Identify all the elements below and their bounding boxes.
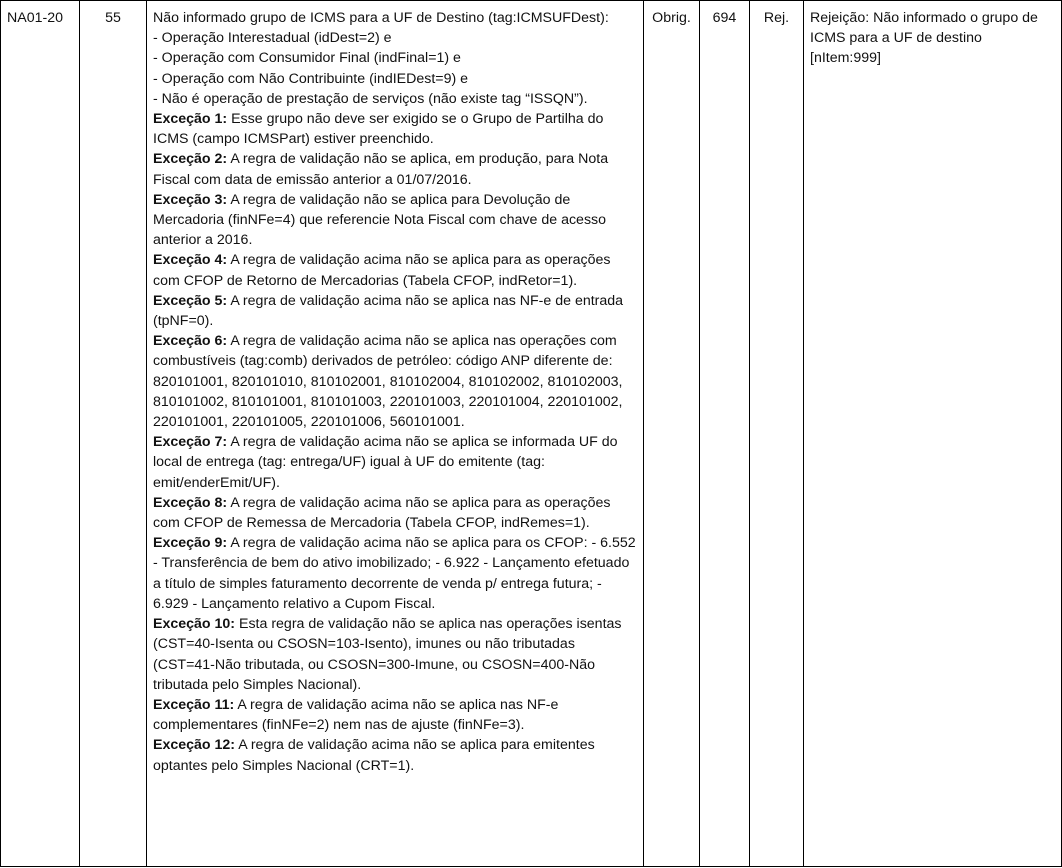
- exception-label: Exceção 6:: [153, 333, 228, 350]
- rejection-message: Rejeição: Não informado o grupo de ICMS para a UF de destino [nItem:999]: [810, 10, 1038, 67]
- exception-item: [153, 190, 637, 251]
- exception-text: A regra de validação acima não se aplica nas operações com combustíveis (tag:comb) derivados de petróleo: código ANP diferente de: 820101001, 820101010, 810102001, 810102004, 810102002, 810102003, 810101002, 810101001, 810101003, 220101003, 220101004, 220101002, 220101001, 220101005, 220101006, 560101001.: [153, 333, 623, 431]
- exception-label: Exceção 5:: [153, 292, 228, 309]
- obligation-cell: [644, 1, 700, 867]
- exception-label: Exceção 3:: [153, 191, 228, 208]
- field-id-cell: [1, 1, 80, 867]
- table-row: [1, 1, 1062, 867]
- code-cell: [700, 1, 750, 867]
- exception-text: A regra de validação acima não se aplica para as operações com CFOP de Retorno de Mercadorias (Tabela CFOP, indRetor=1).: [153, 252, 611, 289]
- intro-line: - Operação Interestadual (idDest=2) e: [153, 30, 392, 47]
- rule-description-cell: [147, 1, 644, 867]
- exception-item: [153, 149, 637, 189]
- exception-text: A regra de validação acima não se aplica nas NF-e de entrada (tpNF=0).: [153, 292, 624, 330]
- exception-item: [153, 250, 637, 290]
- intro-line: Não informado grupo de ICMS para a UF de Destino (tag:ICMSUFDest):: [153, 10, 609, 26]
- exception-text: Esse grupo não deve ser exigido se o Grupo de Partilha do ICMS (campo ICMSPart) estiver preenchido.: [153, 111, 604, 148]
- exception-item: [153, 533, 637, 614]
- message-cell: [804, 1, 1062, 867]
- exception-label: Exceção 2:: [153, 151, 228, 168]
- sequence-cell: [80, 1, 147, 867]
- intro-line: - Não é operação de prestação de serviços (não existe tag “ISSQN”).: [153, 90, 588, 107]
- exception-item: [153, 432, 637, 493]
- exception-text: A regra de validação acima não se aplica para emitentes optantes pelo Simples Nacional (CRT=1).: [153, 737, 595, 774]
- exception-text: A regra de validação não se aplica para Devolução de Mercadoria (finNFe=4) que referencie Nota Fiscal com chave de acesso anterior a 2016.: [153, 191, 607, 249]
- exception-label: Exceção 11:: [153, 696, 235, 713]
- obligation-value: Obrig.: [652, 10, 691, 26]
- field-id: NA01-20: [7, 10, 63, 26]
- exception-item: [153, 291, 637, 331]
- exception-label: Exceção 10:: [153, 616, 236, 633]
- exception-item: [153, 331, 637, 432]
- rejection-code: 694: [712, 10, 737, 26]
- exception-label: Exceção 8:: [153, 494, 228, 511]
- exception-text: A regra de validação não se aplica, em produção, para Nota Fiscal com data de emissão anterior a 01/07/2016.: [153, 151, 609, 188]
- exception-text: Esta regra de validação não se aplica nas operações isentas (CST=40-Isenta ou CSOSN=103-Isento), imunes ou não tributadas (CST=41-Não tributada, ou CSOSN=300-Imune, ou CSOSN=400-Não tributada pelo Simples Nacional).: [153, 616, 622, 693]
- effect-value: Rej.: [763, 10, 790, 26]
- intro-line: - Operação com Não Contribuinte (indIEDest=9) e: [153, 70, 469, 87]
- intro-line: - Operação com Consumidor Final (indFinal=1) e: [153, 50, 461, 67]
- exception-label: Exceção 4:: [153, 252, 228, 269]
- exception-text: A regra de validação acima não se aplica se informada UF do local de entrega (tag: entrega/UF) igual à UF do emitente (tag: emit/enderEmit/UF).: [153, 434, 618, 491]
- exception-item: [153, 695, 637, 735]
- exception-text: A regra de validação acima não se aplica para as operações com CFOP de Remessa de Mercadoria (Tabela CFOP, indRemes=1).: [153, 494, 611, 532]
- exception-label: Exceção 9:: [153, 535, 228, 552]
- exception-item: [153, 493, 637, 533]
- exception-label: Exceção 1:: [153, 111, 228, 128]
- exception-item: [153, 614, 637, 695]
- exception-text: A regra de validação acima não se aplica nas NF-e complementares (finNFe=2) nem nas de ajuste (finNFe=3).: [153, 696, 559, 734]
- exception-item: [153, 109, 637, 149]
- exception-label: Exceção 7:: [153, 434, 228, 451]
- exception-item: [153, 735, 637, 775]
- effect-cell: [750, 1, 804, 867]
- exception-label: Exceção 12:: [153, 737, 236, 754]
- sequence-number: 55: [105, 10, 121, 26]
- exception-text: A regra de validação acima não se aplica para os CFOP: - 6.552 - Transferência de bem do ativo imobilizado; - 6.922 - Lançamento efetuado a título de simples faturamento decorrente de venda p/ entrega futura; - 6.929 - Lançamento relativo a Cupom Fiscal.: [153, 535, 636, 612]
